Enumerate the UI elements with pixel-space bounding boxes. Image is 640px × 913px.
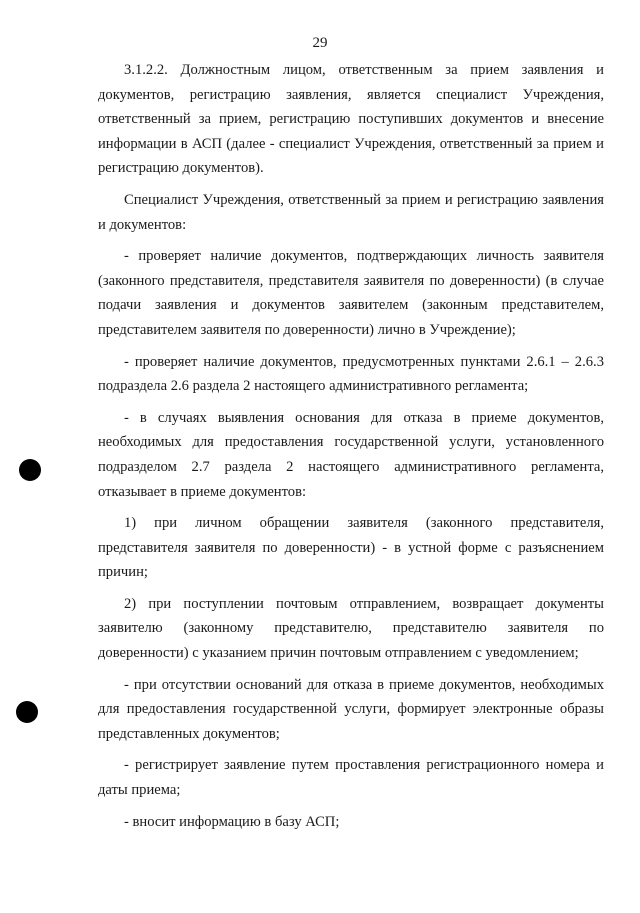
paragraph-enter-info: - вносит информацию в базу АСП; (124, 813, 340, 830)
paragraph-form-electronic-images: - при отсутствии оснований для отказа в приеме документов, необходимых для предоставления государственной услуги, формирует электронные образы представленных документов; (98, 676, 604, 742)
punch-hole-mark (16, 701, 38, 723)
paragraph-refusal-grounds: - в случаях выявления основания для отказа в приеме документов, необходимых для предоставления государственной услуги, установленного подразделом 2.7 раздела 2 настоящего административного регламента, отказывает в приеме документов: (98, 409, 604, 500)
paragraph-register-application: - регистрирует заявление путем проставления регистрационного номера и даты приема; (98, 757, 604, 799)
paragraph-check-documents: - проверяет наличие документов, предусмотренных пунктами 2.6.1 – 2.6.3 подраздела 2.6 раздела 2 настоящего административного регламента; (98, 353, 604, 395)
paragraph-refusal-in-person: 1) при личном обращении заявителя (законного представителя, представителя заявителя по доверенности) - в устной форме с разъяснением причин; (98, 515, 604, 581)
paragraph-specialist-intro: Специалист Учреждения, ответственный за прием и регистрацию заявления и документов: (98, 191, 604, 233)
document-body (98, 58, 604, 841)
paragraph-official-definition: 3.1.2.2. Должностным лицом, ответственным за прием заявления и документов, регистрацию заявления, является специалист Учреждения, ответственный за прием, регистрацию поступивших документов и внесение информации в АСП (далее - специалист Учреждения, ответственный за прием и регистрацию документов). (98, 62, 604, 177)
page-number: 29 (312, 35, 328, 51)
punch-hole-mark (19, 459, 41, 481)
paragraph-check-identity: - проверяет наличие документов, подтверждающих личность заявителя (законного представителя, представителя заявителя по доверенности) (в случае подачи заявления и документов заявителем (законным представителем, представителем заявителя по доверенности) лично в Учреждение); (98, 248, 604, 338)
paragraph-refusal-by-mail: 2) при поступлении почтовым отправлением, возвращает документы заявителю (законному представителю, представителю заявителя по доверенности) с указанием причин почтовым отправлением с уведомлением; (98, 595, 604, 662)
